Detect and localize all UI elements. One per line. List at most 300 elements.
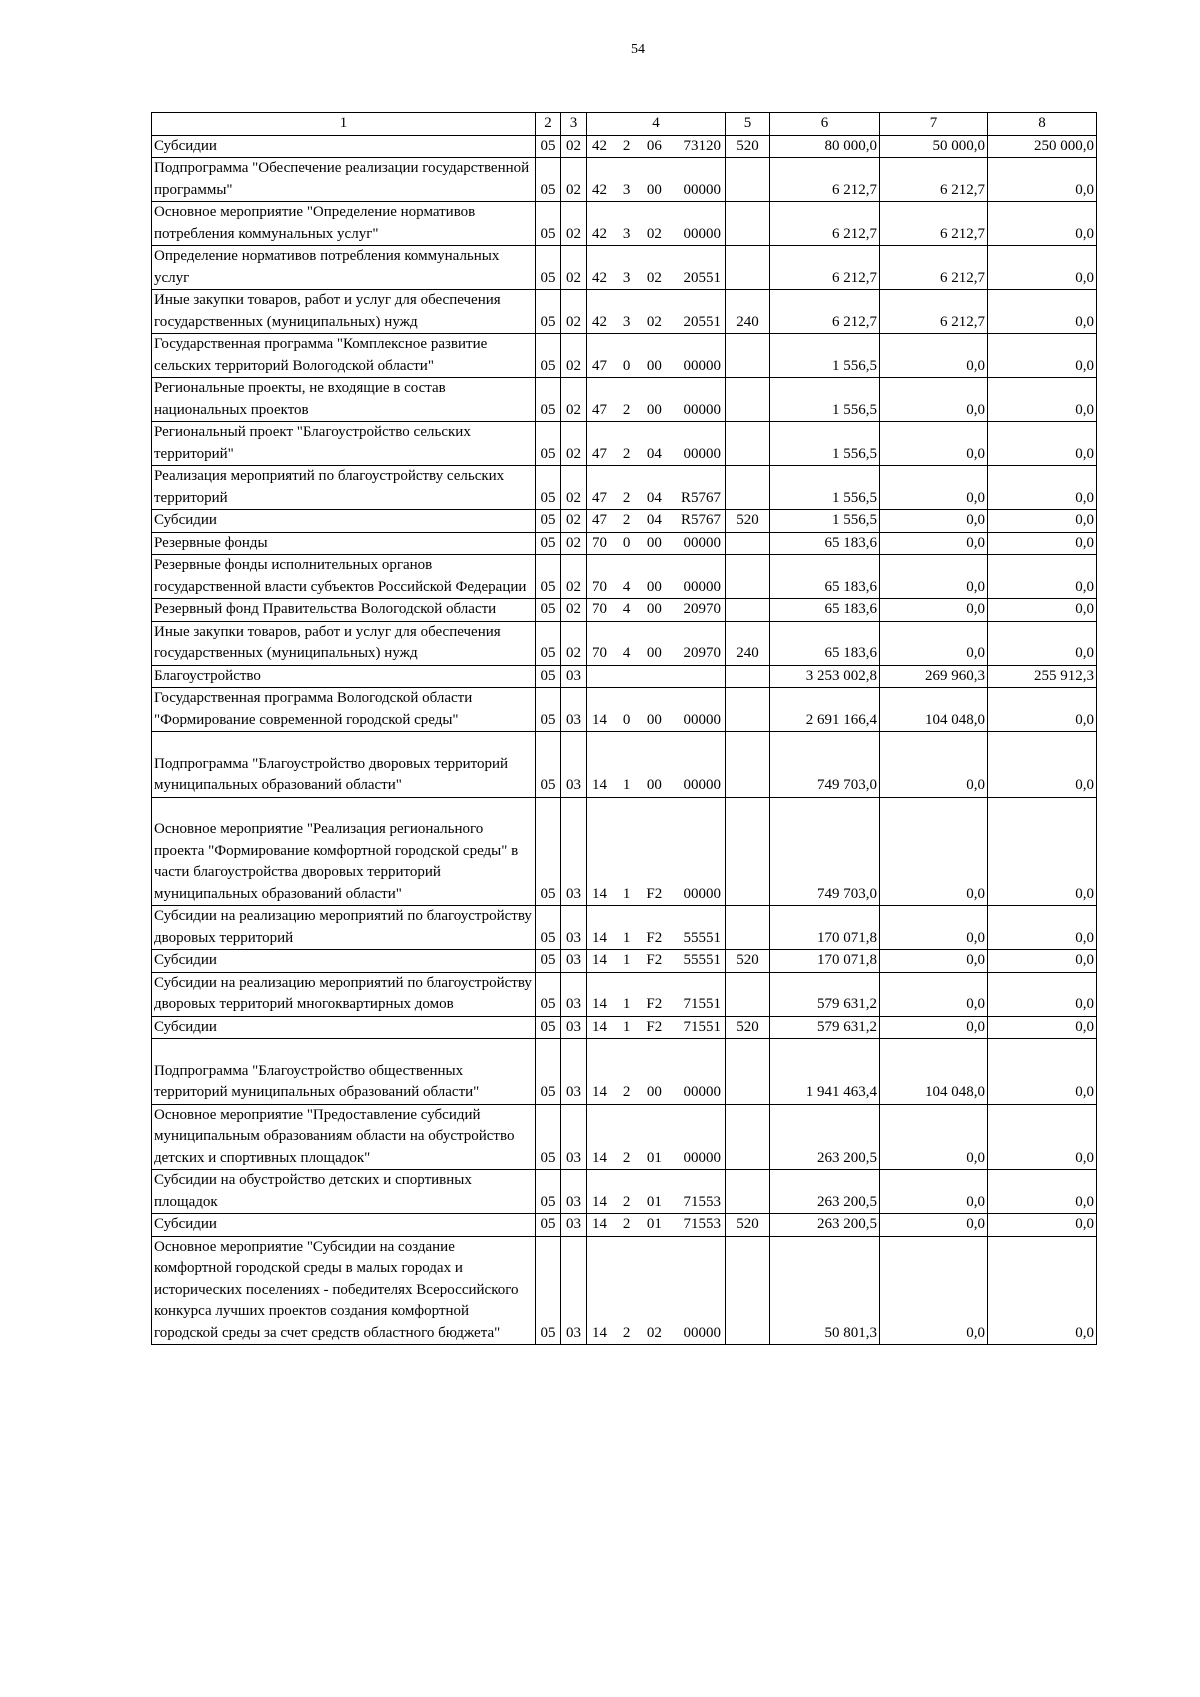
- target-article-part: 00: [646, 578, 662, 595]
- target-article-parts: [592, 136, 721, 158]
- target-article-part: 04: [646, 512, 662, 528]
- expense-type-code: [726, 246, 770, 290]
- target-article-part: 47: [592, 401, 607, 418]
- target-article-code: [587, 290, 726, 334]
- expense-type-code: 520: [726, 1214, 770, 1237]
- target-article-part: 06: [646, 137, 662, 154]
- header-col-4: 4: [587, 113, 726, 136]
- target-article-code: [587, 378, 726, 422]
- target-article-part: 42: [592, 181, 607, 198]
- section-code: 05: [536, 1104, 561, 1170]
- target-article-part: 2: [622, 512, 631, 528]
- amount-year-3: 0,0: [988, 950, 1097, 973]
- amount-year-3: 0,0: [988, 532, 1097, 555]
- target-article-parts: [592, 1082, 721, 1104]
- target-article-part: 00000: [683, 578, 721, 595]
- table-row: [152, 797, 1097, 906]
- table-row: [152, 1170, 1097, 1214]
- row-name: Определение нормативов потребления коммунальных услуг: [154, 248, 500, 286]
- amount-year-1: 3 253 002,8: [770, 665, 880, 688]
- amount-year-3: 0,0: [988, 599, 1097, 622]
- target-article-parts: [592, 1323, 721, 1345]
- target-article-part: 1: [622, 1018, 631, 1035]
- target-article-part: 2: [622, 1216, 631, 1232]
- row-name-cell: [152, 334, 536, 378]
- row-name: Региональные проекты, не входящие в состав национальных проектов: [154, 380, 446, 418]
- amount-year-1: 170 071,8: [770, 950, 880, 973]
- amount-year-2: 0,0: [880, 599, 988, 622]
- amount-year-2: 0,0: [880, 334, 988, 378]
- target-article-part: R5767: [680, 489, 721, 506]
- expense-type-code: [726, 1104, 770, 1170]
- target-article-part: 14: [592, 1216, 607, 1232]
- row-name-cell: [152, 1016, 536, 1039]
- expense-type-code: [726, 732, 770, 798]
- target-article-part: 00000: [683, 357, 721, 374]
- amount-year-2: 0,0: [880, 972, 988, 1016]
- amount-year-2: 0,0: [880, 732, 988, 798]
- row-name: Субсидии: [154, 137, 217, 154]
- subsection-code: 03: [561, 1170, 587, 1214]
- target-article-parts: [592, 950, 721, 972]
- table-row: [152, 290, 1097, 334]
- amount-year-2: 269 960,3: [880, 665, 988, 688]
- section-code: 05: [536, 290, 561, 334]
- amount-year-2: 0,0: [880, 797, 988, 906]
- target-article-parts: [592, 643, 721, 665]
- target-article-part: 02: [646, 269, 662, 286]
- row-name-cell: [152, 1214, 536, 1237]
- blank-line: [154, 798, 533, 820]
- target-article-part: 1: [622, 929, 631, 946]
- row-name: Субсидии на реализацию мероприятий по благоустройству дворовых территорий: [154, 908, 532, 946]
- amount-year-3: 250 000,0: [988, 135, 1097, 158]
- table-row: [152, 732, 1097, 798]
- amount-year-3: 0,0: [988, 290, 1097, 334]
- header-col-5: 5: [726, 113, 770, 136]
- amount-year-1: 1 556,5: [770, 422, 880, 466]
- target-article-part: F2: [646, 1018, 663, 1035]
- row-name-cell: [152, 466, 536, 510]
- header-col-6: 6: [770, 113, 880, 136]
- target-article-code: [587, 158, 726, 202]
- target-article-part: 71551: [683, 1018, 721, 1035]
- table-row: [152, 510, 1097, 533]
- amount-year-2: 0,0: [880, 422, 988, 466]
- table-row: [152, 158, 1097, 202]
- subsection-code: 03: [561, 732, 587, 798]
- row-name-cell: [152, 621, 536, 665]
- amount-year-3: 0,0: [988, 906, 1097, 950]
- header-col-7: 7: [880, 113, 988, 136]
- table-row: [152, 621, 1097, 665]
- target-article-part: 70: [592, 645, 607, 661]
- target-article-parts: [592, 1214, 721, 1236]
- amount-year-1: 65 183,6: [770, 621, 880, 665]
- subsection-code: 02: [561, 466, 587, 510]
- target-article-parts: [592, 312, 721, 334]
- amount-year-2: 0,0: [880, 1016, 988, 1039]
- target-article-part: 14: [592, 996, 607, 1012]
- section-code: 05: [536, 599, 561, 622]
- amount-year-2: 0,0: [880, 378, 988, 422]
- subsection-code: 02: [561, 621, 587, 665]
- amount-year-2: 0,0: [880, 906, 988, 950]
- target-article-part: 14: [592, 777, 607, 793]
- target-article-part: F2: [646, 885, 663, 902]
- section-code: 05: [536, 510, 561, 533]
- target-article-part: 00: [646, 601, 662, 617]
- amount-year-1: 2 691 166,4: [770, 688, 880, 732]
- target-article-part: 14: [592, 885, 607, 902]
- row-name-cell: [152, 1236, 536, 1345]
- section-code: 05: [536, 158, 561, 202]
- table-row: [152, 1016, 1097, 1039]
- header-col-1: 1: [152, 113, 536, 136]
- target-article-part: 14: [592, 1324, 607, 1341]
- amount-year-3: 0,0: [988, 1214, 1097, 1237]
- target-article-parts: [592, 533, 721, 555]
- row-name-cell: [152, 688, 536, 732]
- target-article-part: 00000: [683, 1324, 721, 1341]
- table-row: [152, 972, 1097, 1016]
- target-article-part: 00: [646, 534, 662, 551]
- row-name: Основное мероприятие "Реализация регионального проекта "Формирование комфортной городской среды" в части благоустройства дворовых территорий муниципальных образований области": [154, 821, 519, 902]
- amount-year-1: 749 703,0: [770, 732, 880, 798]
- table-row: [152, 1039, 1097, 1105]
- row-name: Субсидии: [154, 1216, 217, 1232]
- target-article-code: [587, 422, 726, 466]
- amount-year-3: 0,0: [988, 797, 1097, 906]
- table-row: [152, 1214, 1097, 1237]
- expense-type-code: [726, 1170, 770, 1214]
- amount-year-2: 0,0: [880, 621, 988, 665]
- row-name: Иные закупки товаров, работ и услуг для обеспечения государственных (муниципальных) нужд: [154, 292, 501, 330]
- target-article-part: F2: [646, 996, 663, 1012]
- section-code: 05: [536, 422, 561, 466]
- section-code: 05: [536, 688, 561, 732]
- target-article-parts: [592, 510, 721, 532]
- target-article-code: [587, 688, 726, 732]
- section-code: 05: [536, 202, 561, 246]
- row-name-cell: [152, 906, 536, 950]
- table-row: [152, 1236, 1097, 1345]
- row-name: Региональный проект "Благоустройство сельских территорий": [154, 424, 471, 462]
- section-code: 05: [536, 732, 561, 798]
- expense-type-code: [726, 378, 770, 422]
- target-article-code: [587, 1236, 726, 1345]
- target-article-part: 2: [622, 489, 631, 506]
- target-article-part: 02: [646, 313, 662, 330]
- amount-year-1: 65 183,6: [770, 599, 880, 622]
- amount-year-2: 6 212,7: [880, 290, 988, 334]
- subsection-code: 03: [561, 950, 587, 973]
- target-article-parts: [592, 994, 721, 1016]
- target-article-code: [587, 334, 726, 378]
- amount-year-2: 0,0: [880, 510, 988, 533]
- table-row: [152, 422, 1097, 466]
- amount-year-2: 0,0: [880, 1236, 988, 1345]
- table-row: [152, 906, 1097, 950]
- target-article-part: 01: [646, 1149, 662, 1166]
- blank-line: [154, 732, 533, 754]
- subsection-code: 02: [561, 378, 587, 422]
- table-header-row: [152, 113, 1097, 136]
- target-article-part: 00: [646, 1084, 662, 1100]
- subsection-code: 02: [561, 555, 587, 599]
- expense-type-code: [726, 1039, 770, 1105]
- expense-type-code: [726, 334, 770, 378]
- target-article-parts: [592, 928, 721, 950]
- target-article-part: 20551: [683, 313, 721, 330]
- table-row: [152, 555, 1097, 599]
- target-article-part: 00: [646, 645, 662, 661]
- section-code: 05: [536, 1236, 561, 1345]
- row-name: Субсидии: [154, 512, 217, 528]
- page-number: 54: [631, 42, 645, 57]
- amount-year-2: 0,0: [880, 1104, 988, 1170]
- blank-line: [154, 1039, 533, 1061]
- subsection-code: 03: [561, 1236, 587, 1345]
- amount-year-2: 0,0: [880, 466, 988, 510]
- amount-year-3: 0,0: [988, 688, 1097, 732]
- target-article-part: 1: [622, 885, 631, 902]
- amount-year-3: 0,0: [988, 1039, 1097, 1105]
- amount-year-3: 0,0: [988, 246, 1097, 290]
- expense-type-code: 520: [726, 510, 770, 533]
- table-row: [152, 202, 1097, 246]
- subsection-code: 02: [561, 599, 587, 622]
- target-article-code: [587, 135, 726, 158]
- row-name-cell: [152, 532, 536, 555]
- target-article-part: 00: [646, 357, 662, 374]
- row-name-cell: [152, 378, 536, 422]
- section-code: 05: [536, 797, 561, 906]
- amount-year-3: 0,0: [988, 422, 1097, 466]
- subsection-code: 02: [561, 422, 587, 466]
- target-article-part: 14: [592, 711, 607, 728]
- target-article-part: 00000: [683, 1084, 721, 1100]
- section-code: 05: [536, 532, 561, 555]
- target-article-parts: [592, 224, 721, 246]
- amount-year-3: 0,0: [988, 1236, 1097, 1345]
- amount-year-1: 80 000,0: [770, 135, 880, 158]
- target-article-part: 42: [592, 269, 607, 286]
- target-article-part: F2: [646, 929, 663, 946]
- amount-year-1: 6 212,7: [770, 290, 880, 334]
- amount-year-1: 6 212,7: [770, 158, 880, 202]
- expense-type-code: 520: [726, 950, 770, 973]
- section-code: 05: [536, 466, 561, 510]
- amount-year-2: 0,0: [880, 1170, 988, 1214]
- amount-year-1: 6 212,7: [770, 246, 880, 290]
- target-article-part: R5767: [680, 512, 721, 528]
- target-article-part: 42: [592, 137, 607, 154]
- target-article-code: [587, 246, 726, 290]
- subsection-code: 02: [561, 532, 587, 555]
- row-name: Иные закупки товаров, работ и услуг для обеспечения государственных (муниципальных) нужд: [154, 623, 501, 661]
- subsection-code: 02: [561, 290, 587, 334]
- target-article-parts: [592, 268, 721, 290]
- row-name-cell: [152, 665, 536, 688]
- header-col-2: 2: [536, 113, 561, 136]
- amount-year-1: 65 183,6: [770, 555, 880, 599]
- amount-year-1: 749 703,0: [770, 797, 880, 906]
- target-article-part: 14: [592, 1018, 607, 1035]
- target-article-part: 2: [622, 1084, 631, 1100]
- target-article-code: [587, 797, 726, 906]
- subsection-code: 02: [561, 135, 587, 158]
- expense-type-code: [726, 688, 770, 732]
- target-article-part: 71551: [683, 996, 721, 1012]
- target-article-part: 00000: [683, 885, 721, 902]
- target-article-part: 70: [592, 534, 607, 551]
- row-name-cell: [152, 290, 536, 334]
- row-name: Субсидии: [154, 1018, 217, 1035]
- row-name: Субсидии на обустройство детских и спортивных площадок: [154, 1172, 472, 1210]
- amount-year-2: 0,0: [880, 1214, 988, 1237]
- target-article-part: 14: [592, 1193, 607, 1210]
- target-article-parts: [592, 180, 721, 202]
- row-name-cell: [152, 1170, 536, 1214]
- row-name-cell: [152, 510, 536, 533]
- section-code: 05: [536, 1170, 561, 1214]
- row-name: Основное мероприятие "Субсидии на создание комфортной городской среды в малых городах и исторических поселениях - победителях Всероссийского конкурса лучших проектов создания комфортной городской среды за счет средств областного бюджета": [154, 1238, 519, 1341]
- table-row: [152, 334, 1097, 378]
- amount-year-3: 0,0: [988, 621, 1097, 665]
- row-name-cell: [152, 135, 536, 158]
- expense-type-code: [726, 555, 770, 599]
- target-article-parts: [592, 400, 721, 422]
- amount-year-3: 0,0: [988, 732, 1097, 798]
- table-row: [152, 599, 1097, 622]
- amount-year-2: 6 212,7: [880, 246, 988, 290]
- amount-year-3: 0,0: [988, 1170, 1097, 1214]
- amount-year-2: 0,0: [880, 555, 988, 599]
- target-article-part: 0: [622, 711, 631, 728]
- section-code: 05: [536, 555, 561, 599]
- target-article-part: 00: [646, 711, 662, 728]
- row-name: Резервные фонды исполнительных органов государственной власти субъектов Российской Федерации: [154, 557, 527, 595]
- section-code: 05: [536, 1016, 561, 1039]
- target-article-code: [587, 510, 726, 533]
- target-article-code: [587, 555, 726, 599]
- target-article-part: 3: [622, 181, 631, 198]
- target-article-code: [587, 732, 726, 798]
- amount-year-3: 255 912,3: [988, 665, 1097, 688]
- target-article-part: 4: [622, 645, 631, 661]
- amount-year-3: 0,0: [988, 466, 1097, 510]
- amount-year-1: 1 556,5: [770, 378, 880, 422]
- target-article-code: [587, 466, 726, 510]
- subsection-code: 03: [561, 972, 587, 1016]
- target-article-part: 2: [622, 137, 631, 154]
- target-article-part: 47: [592, 357, 607, 374]
- target-article-code: [587, 532, 726, 555]
- row-name: Субсидии на реализацию мероприятий по благоустройству дворовых территорий многоквартирных домов: [154, 974, 532, 1012]
- subsection-code: 02: [561, 158, 587, 202]
- row-name: Государственная программа Вологодской области "Формирование современной городской среды": [154, 690, 473, 728]
- amount-year-2: 104 048,0: [880, 1039, 988, 1105]
- target-article-part: 00: [646, 401, 662, 418]
- amount-year-3: 0,0: [988, 202, 1097, 246]
- row-name: Государственная программа "Комплексное развитие сельских территорий Вологодской области": [154, 336, 488, 374]
- target-article-parts: [592, 884, 721, 906]
- section-code: 05: [536, 378, 561, 422]
- target-article-part: 2: [622, 401, 631, 418]
- target-article-parts: [592, 1192, 721, 1214]
- amount-year-3: 0,0: [988, 1016, 1097, 1039]
- amount-year-3: 0,0: [988, 555, 1097, 599]
- target-article-part: 14: [592, 952, 607, 968]
- target-article-part: 04: [646, 445, 662, 462]
- target-article-code: [587, 1016, 726, 1039]
- amount-year-1: 170 071,8: [770, 906, 880, 950]
- amount-year-1: 263 200,5: [770, 1170, 880, 1214]
- target-article-part: 00000: [683, 181, 721, 198]
- target-article-part: 47: [592, 445, 607, 462]
- header-col-8: 8: [988, 113, 1097, 136]
- amount-year-2: 50 000,0: [880, 135, 988, 158]
- amount-year-2: 0,0: [880, 950, 988, 973]
- target-article-code: [587, 906, 726, 950]
- target-article-parts: [592, 710, 721, 732]
- amount-year-1: 65 183,6: [770, 532, 880, 555]
- subsection-code: 03: [561, 1214, 587, 1237]
- row-name: Субсидии: [154, 952, 217, 968]
- target-article-part: 4: [622, 578, 631, 595]
- target-article-code: [587, 1039, 726, 1105]
- row-name-cell: [152, 797, 536, 906]
- table-row: [152, 532, 1097, 555]
- target-article-parts: [592, 775, 721, 797]
- amount-year-1: 263 200,5: [770, 1214, 880, 1237]
- table-row: [152, 688, 1097, 732]
- table-row: [152, 135, 1097, 158]
- table-row: [152, 665, 1097, 688]
- row-name-cell: [152, 599, 536, 622]
- row-name: Подпрограмма "Благоустройство дворовых территорий муниципальных образований области": [154, 755, 509, 793]
- row-name-cell: [152, 732, 536, 798]
- target-article-part: 2: [622, 445, 631, 462]
- target-article-part: 04: [646, 489, 662, 506]
- section-code: 05: [536, 135, 561, 158]
- amount-year-3: 0,0: [988, 972, 1097, 1016]
- target-article-parts: [592, 577, 721, 599]
- subsection-code: 02: [561, 202, 587, 246]
- expense-type-code: [726, 422, 770, 466]
- section-code: 05: [536, 906, 561, 950]
- target-article-code: [587, 1170, 726, 1214]
- expense-type-code: [726, 972, 770, 1016]
- subsection-code: 03: [561, 688, 587, 732]
- amount-year-3: 0,0: [988, 1104, 1097, 1170]
- subsection-code: 03: [561, 1039, 587, 1105]
- target-article-part: 3: [622, 313, 631, 330]
- section-code: 05: [536, 972, 561, 1016]
- target-article-code: [587, 1104, 726, 1170]
- target-article-part: 2: [622, 1324, 631, 1341]
- target-article-part: 42: [592, 225, 607, 242]
- target-article-part: 00000: [683, 711, 721, 728]
- target-article-part: 71553: [683, 1216, 721, 1232]
- section-code: 05: [536, 1214, 561, 1237]
- amount-year-1: 50 801,3: [770, 1236, 880, 1345]
- expense-type-code: [726, 1236, 770, 1345]
- expense-type-code: 240: [726, 290, 770, 334]
- row-name-cell: [152, 950, 536, 973]
- section-code: 05: [536, 334, 561, 378]
